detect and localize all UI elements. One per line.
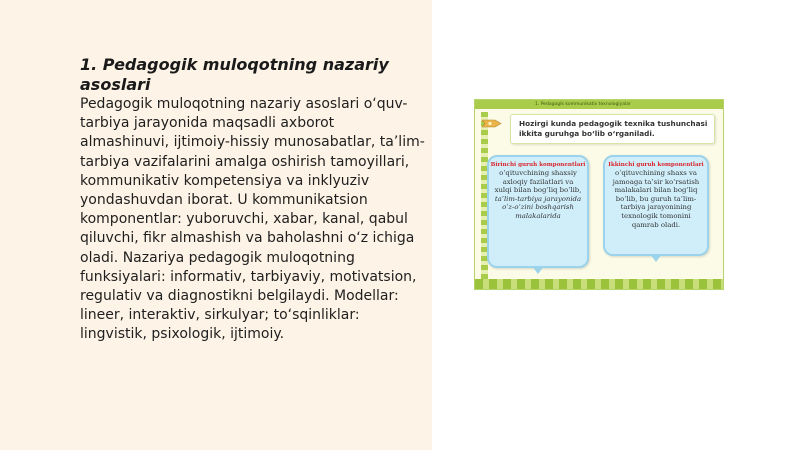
slide-top-bar-label: 1. Pedagogik kommunikativ texnologiyalar xyxy=(535,102,631,107)
first-group-box xyxy=(487,155,589,268)
slide-heading-box xyxy=(510,114,715,144)
slide-bottom-bar xyxy=(475,279,723,289)
body-paragraph: Pedagogik muloqotning nazariy asoslari o‘quv-tarbiya jarayonida maqsadli axborot almashinuvi, ijtimoiy-hissiy munosabatlar, ta’lim-tarbiya vazifalarini amalga oshirish tamoyillari, kommunikativ kompetensiya va inklyuziv yondashuvdan iborat. U kommunikatsion komponentlar: yuboruvchi, xabar, kanal, qabul qiluvchi, fikr almashish va baholashni o‘z ichiga oladi. Nazariya pedagogik muloqotning funksiyalari: informativ, tarbiyaviy, motivatsion, regulativ va diagnostikni belgilaydi. Modellar: lineer, interaktiv, sirkulyar; to‘sqinliklar: lingvistik, psixologik, ijtimoiy. xyxy=(80,96,425,343)
second-group-text: o‘qituvchining shaxs va jamoaga ta’sir ko‘rsatish malakalari bilan bog‘liq bo‘lib, bu guruh ta’lim-tarbiya jarayonining texnologik tomonini qamrab oladi. xyxy=(612,169,700,229)
first-group-text: o‘qituvchining shaxsiy axloqiy fazilatlari va xulqi bilan bog‘liq bo‘lib, xyxy=(494,169,582,195)
embedded-slide-image xyxy=(474,99,724,290)
page-title: 1. Pedagogik muloqotning nazariy asoslari xyxy=(80,55,389,94)
second-group-box xyxy=(603,155,709,256)
first-group-title: Birinchi guruh komponentlari xyxy=(490,162,586,168)
second-group-callout-tail xyxy=(650,254,662,262)
slide-top-bar xyxy=(475,100,723,109)
first-group-emphasis: ta’lim-tarbiya jarayonida o‘z-o‘zini boshqarish malakalarida xyxy=(494,194,582,220)
slide-heading: Hozirgi kunda pedagogik texnika tushunchasi ikkita guruhga bo‘lib o‘rganiladi. xyxy=(519,119,708,138)
ribbon-icon xyxy=(481,116,503,131)
first-group-callout-tail xyxy=(532,266,544,274)
second-group-title: Ikkinchi guruh komponentlari xyxy=(608,162,704,168)
